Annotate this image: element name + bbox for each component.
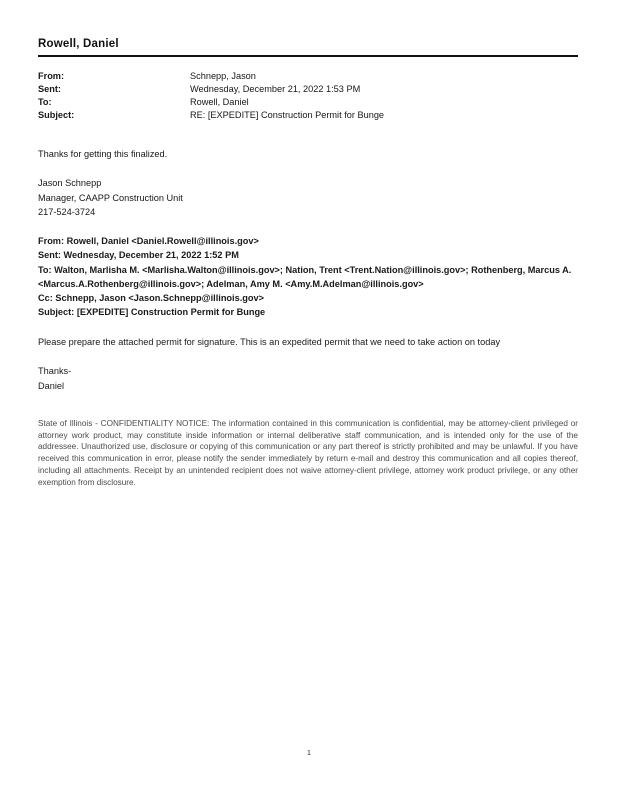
table-row [38, 108, 384, 121]
quoted-closing: Thanks- [38, 366, 72, 377]
table-row [38, 69, 384, 82]
quoted-closing-name: Daniel [38, 380, 65, 391]
quoted-subject-label: Subject: [38, 307, 75, 318]
page-number: 1 [306, 748, 312, 757]
quoted-from-row [38, 234, 578, 248]
quoted-subject-value: [EXPEDITE] Construction Permit for Bunge [76, 307, 266, 318]
header-value-to: Rowell, Daniel [190, 96, 249, 107]
quoted-sent-value: Wednesday, December 21, 2022 1:52 PM [63, 250, 239, 261]
quoted-body-text: Please prepare the attached permit for signature. This is an expedited permit that we need to take action on today [38, 336, 501, 347]
table-row [38, 82, 384, 95]
signature-block [38, 176, 578, 219]
opening-line: Thanks for getting this finalized. [38, 149, 168, 159]
quoted-to-value: Walton, Marlisha M. <Marlisha.Walton@illinois.gov>; Nation, Trent <Trent.Nation@illinois.gov>; Rothenberg, Marcus A. <Marcus.A.Rothenberg@illinois.gov>; Adelman, Amy M. <Amy.M.Adelman@illinois.gov> [38, 264, 572, 289]
quoted-to-label: To: [38, 264, 52, 275]
spacer [38, 161, 578, 176]
header-value-sent: Wednesday, December 21, 2022 1:53 PM [190, 83, 361, 94]
email-header-table [38, 69, 384, 121]
header-value-from: Schnepp, Jason [190, 70, 256, 81]
title-divider [38, 55, 578, 57]
spacer [38, 123, 578, 147]
header-label-from: From: [38, 70, 65, 81]
quoted-from-label: From: [38, 236, 65, 246]
quoted-cc-label: Cc: [38, 293, 53, 303]
quoted-sent-label: Sent: [38, 250, 61, 261]
quoted-cc-row [38, 291, 578, 305]
header-label-to: To: [38, 96, 52, 107]
quoted-message-headers [38, 234, 578, 320]
quoted-cc-value: Schnepp, Jason <Jason.Schnepp@illinois.gov> [55, 293, 264, 303]
quoted-to-row [38, 263, 578, 292]
page-title: Rowell, Daniel [38, 38, 119, 50]
header-label-sent: Sent: [38, 83, 61, 94]
signature-name: Jason Schnepp [38, 178, 102, 189]
header-label-subject: Subject: [38, 109, 75, 120]
table-row [38, 95, 384, 108]
spacer [38, 320, 578, 335]
spacer [38, 394, 578, 418]
confidentiality-notice: State of Illinois - CONFIDENTIALITY NOTICE: The information contained in this communication is confidential, may be attorney-client privileged or attorney work product, may constitute inside information or internal deliberative staff communication, and is intended only for the use of the addressee. Unauthorized use, disclosure or copying of this communication or any part thereof is strictly prohibited and may be unlawful. If you have received this communication in error, please notify the sender immediately by return e-mail and destroy this communication and all copies thereof, including all attachments. Receipt by an unintended recipient does not waive attorney-client privilege, attorney work product privilege, or any other exemption from disclosure. [38, 418, 578, 488]
signature-phone: 217-524-3724 [38, 206, 96, 217]
quoted-sent-row [38, 248, 578, 262]
header-value-subject: RE: [EXPEDITE] Construction Permit for Bunge [190, 109, 385, 120]
spacer [38, 349, 578, 364]
document-content [38, 38, 578, 489]
quoted-subject-row [38, 305, 578, 319]
quoted-from-value: Rowell, Daniel <Daniel.Rowell@illinois.gov> [66, 236, 259, 246]
spacer [38, 219, 578, 234]
signature-title: Manager, CAAPP Construction Unit [38, 192, 183, 203]
